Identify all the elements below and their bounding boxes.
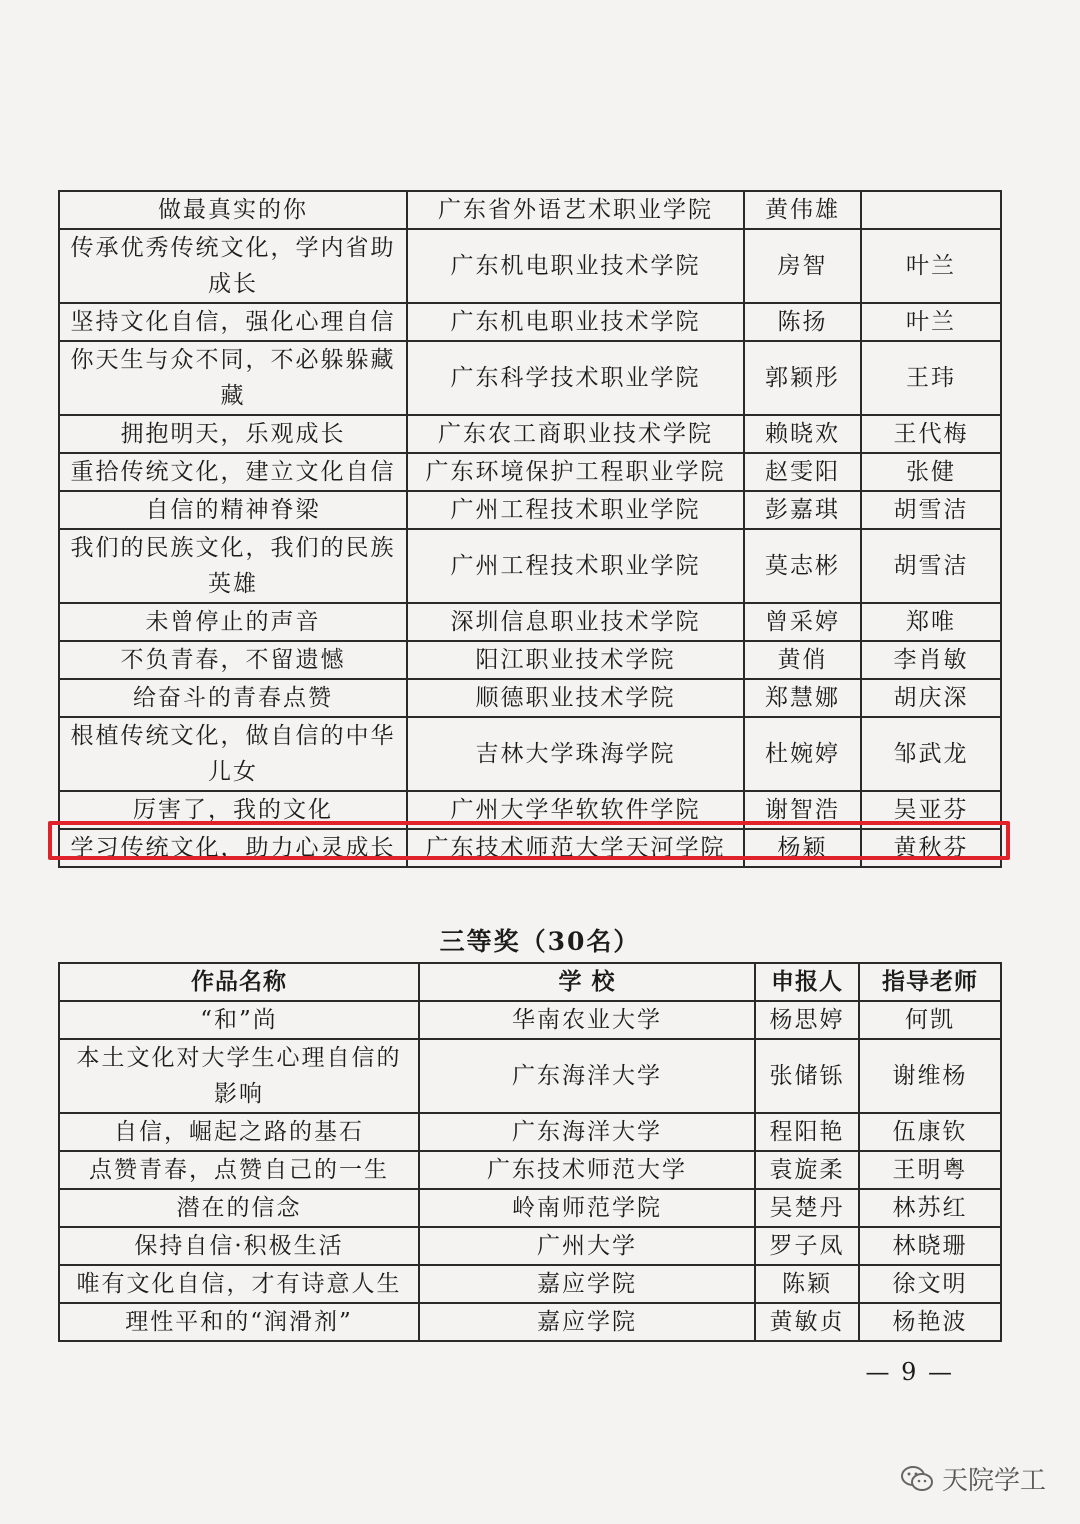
cell-title — [59, 603, 407, 641]
cell-applicant: 曾采婷 — [744, 603, 861, 641]
header-teacher: 指导老师 — [859, 963, 1001, 1001]
title-line: 潜在的信念 — [176, 1195, 302, 1221]
cell-title — [59, 1189, 419, 1227]
cell-applicant: 郑慧娜 — [744, 679, 861, 717]
cell-school: 广东海洋大学 — [419, 1039, 755, 1113]
cell-applicant: 杨颖 — [744, 829, 861, 867]
cell-applicant: 赵雯阳 — [744, 453, 861, 491]
cell-school: 广州大学 — [419, 1227, 755, 1265]
cell-teacher: 郑唯 — [861, 603, 1001, 641]
title-line: 学习传统文化，助力心灵成长 — [70, 835, 396, 861]
third-prize-title: 三等奖（30名） — [439, 927, 641, 956]
cell-school: 岭南师范学院 — [419, 1189, 755, 1227]
cell-applicant: 赖晓欢 — [744, 415, 861, 453]
third-prize-table — [58, 962, 1002, 1342]
title-line: 英雄 — [208, 571, 258, 597]
table-row — [59, 491, 1001, 529]
cell-school: 广州大学华软软件学院 — [407, 791, 744, 829]
cell-applicant: 陈颖 — [755, 1265, 859, 1303]
cell-title — [59, 679, 407, 717]
table-row — [59, 1265, 1001, 1303]
cell-teacher: 何凯 — [859, 1001, 1001, 1039]
title-line: 成长 — [208, 271, 258, 297]
cell-applicant: 袁旋柔 — [755, 1151, 859, 1189]
cell-title — [59, 1113, 419, 1151]
cell-title — [59, 191, 407, 229]
cell-teacher: 王玮 — [861, 341, 1001, 415]
title-line: 保持自信·积极生活 — [134, 1233, 344, 1259]
table-row — [59, 1303, 1001, 1341]
cell-applicant: 黄伟雄 — [744, 191, 861, 229]
cell-school: 广州工程技术职业学院 — [407, 491, 744, 529]
title-line: “和”尚 — [200, 1007, 278, 1033]
header-applicant: 申报人 — [755, 963, 859, 1001]
cell-title — [59, 341, 407, 415]
title-line: 做最真实的你 — [158, 197, 308, 223]
title-line: 自信，崛起之路的基石 — [114, 1119, 364, 1145]
table-row — [59, 603, 1001, 641]
cell-school: 嘉应学院 — [419, 1265, 755, 1303]
page-number: — 9 — — [865, 1358, 954, 1386]
table-row — [59, 229, 1001, 303]
table-row — [59, 641, 1001, 679]
cell-title — [59, 1039, 419, 1113]
cell-school: 广东农工商职业技术学院 — [407, 415, 744, 453]
cell-school: 顺德职业技术学院 — [407, 679, 744, 717]
cell-teacher: 林苏红 — [859, 1189, 1001, 1227]
cell-teacher: 胡雪洁 — [861, 491, 1001, 529]
cell-applicant: 郭颖彤 — [744, 341, 861, 415]
title-line: 拥抱明天，乐观成长 — [120, 421, 346, 447]
cell-teacher: 王代梅 — [861, 415, 1001, 453]
cell-applicant: 杨思婷 — [755, 1001, 859, 1039]
cell-applicant: 程阳艳 — [755, 1113, 859, 1151]
second-prize-table — [58, 190, 1002, 868]
cell-teacher: 张健 — [861, 453, 1001, 491]
title-line: 理性平和的“润滑剂” — [125, 1309, 353, 1335]
cell-teacher: 林晓珊 — [859, 1227, 1001, 1265]
title-line: 给奋斗的青春点赞 — [133, 685, 333, 711]
header-title: 作品名称 — [59, 963, 419, 1001]
cell-school: 阳江职业技术学院 — [407, 641, 744, 679]
title-line: 藏 — [220, 383, 246, 409]
cell-teacher: 伍康钦 — [859, 1113, 1001, 1151]
cell-title — [59, 717, 407, 791]
cell-title — [59, 529, 407, 603]
cell-teacher: 王明粤 — [859, 1151, 1001, 1189]
cell-school: 华南农业大学 — [419, 1001, 755, 1039]
cell-title — [59, 303, 407, 341]
table-row — [59, 415, 1001, 453]
table-row — [59, 341, 1001, 415]
table-row — [59, 717, 1001, 791]
title-line: 不负青春，不留遗憾 — [120, 647, 346, 673]
cell-teacher: 叶兰 — [861, 303, 1001, 341]
cell-school: 广东机电职业技术学院 — [407, 303, 744, 341]
cell-school: 广州工程技术职业学院 — [407, 529, 744, 603]
wechat-icon — [900, 1464, 934, 1494]
title-line: 坚持文化自信，强化心理自信 — [70, 309, 396, 335]
title-line: 本土文化对大学生心理自信的 — [76, 1045, 402, 1071]
cell-teacher: 谢维杨 — [859, 1039, 1001, 1113]
title-line: 自信的精神脊梁 — [145, 497, 321, 523]
cell-school: 广东海洋大学 — [419, 1113, 755, 1151]
watermark-text: 天院学工 — [941, 1466, 1046, 1496]
highlight-box — [48, 821, 1010, 860]
title-line: 影响 — [214, 1081, 264, 1107]
cell-title — [59, 641, 407, 679]
title-line: 厉害了，我的文化 — [133, 797, 333, 823]
title-line: 唯有文化自信，才有诗意人生 — [76, 1271, 402, 1297]
cell-teacher: 黄秋芬 — [861, 829, 1001, 867]
title-line: 我们的民族文化，我们的民族 — [70, 535, 396, 561]
table-row — [59, 1189, 1001, 1227]
cell-applicant: 吴楚丹 — [755, 1189, 859, 1227]
watermark — [900, 1460, 1046, 1497]
title-line: 根植传统文化，做自信的中华 — [70, 723, 396, 749]
cell-school: 广东技术师范大学天河学院 — [407, 829, 744, 867]
cell-school: 吉林大学珠海学院 — [407, 717, 744, 791]
cell-teacher: 邹武龙 — [861, 717, 1001, 791]
table-row — [59, 1001, 1001, 1039]
table-row — [59, 1113, 1001, 1151]
table-row — [59, 191, 1001, 229]
table-row — [59, 1039, 1001, 1113]
cell-applicant: 莫志彬 — [744, 529, 861, 603]
cell-applicant: 陈扬 — [744, 303, 861, 341]
title-line: 未曾停止的声音 — [145, 609, 321, 635]
cell-teacher: 李肖敏 — [861, 641, 1001, 679]
cell-applicant: 彭嘉琪 — [744, 491, 861, 529]
cell-teacher: 叶兰 — [861, 229, 1001, 303]
cell-school: 广东省外语艺术职业学院 — [407, 191, 744, 229]
cell-applicant: 杜婉婷 — [744, 717, 861, 791]
cell-teacher: 杨艳波 — [859, 1303, 1001, 1341]
cell-school: 广东科学技术职业学院 — [407, 341, 744, 415]
cell-school: 嘉应学院 — [419, 1303, 755, 1341]
cell-title — [59, 415, 407, 453]
cell-school: 广东环境保护工程职业学院 — [407, 453, 744, 491]
table-row — [59, 1151, 1001, 1189]
cell-applicant: 黄俏 — [744, 641, 861, 679]
cell-title — [59, 1265, 419, 1303]
title-line: 儿女 — [208, 759, 258, 785]
cell-applicant: 张储铄 — [755, 1039, 859, 1113]
table-row — [59, 453, 1001, 491]
table-row — [59, 679, 1001, 717]
table-header-row — [59, 963, 1001, 1001]
title-line: 重拾传统文化，建立文化自信 — [70, 459, 396, 485]
cell-school: 广东技术师范大学 — [419, 1151, 755, 1189]
cell-teacher: 徐文明 — [859, 1265, 1001, 1303]
cell-teacher: 胡庆深 — [861, 679, 1001, 717]
cell-applicant: 罗子凤 — [755, 1227, 859, 1265]
title-line: 点赞青春，点赞自己的一生 — [89, 1157, 389, 1183]
cell-title — [59, 1001, 419, 1039]
cell-applicant: 谢智浩 — [744, 791, 861, 829]
cell-applicant: 房智 — [744, 229, 861, 303]
cell-title — [59, 229, 407, 303]
table-row — [59, 1227, 1001, 1265]
table-row — [59, 303, 1001, 341]
cell-school: 深圳信息职业技术学院 — [407, 603, 744, 641]
cell-title — [59, 491, 407, 529]
table-row — [59, 529, 1001, 603]
title-line: 你天生与众不同，不必躲躲藏 — [70, 347, 396, 373]
cell-teacher: 吴亚芬 — [861, 791, 1001, 829]
cell-title — [59, 1151, 419, 1189]
cell-teacher: 胡雪洁 — [861, 529, 1001, 603]
header-school: 学 校 — [419, 963, 755, 1001]
cell-applicant: 黄敏贞 — [755, 1303, 859, 1341]
cell-title — [59, 453, 407, 491]
title-line: 传承优秀传统文化，学内省助 — [70, 235, 396, 261]
cell-teacher — [861, 191, 1001, 229]
cell-title — [59, 1227, 419, 1265]
cell-school: 广东机电职业技术学院 — [407, 229, 744, 303]
cell-title — [59, 1303, 419, 1341]
